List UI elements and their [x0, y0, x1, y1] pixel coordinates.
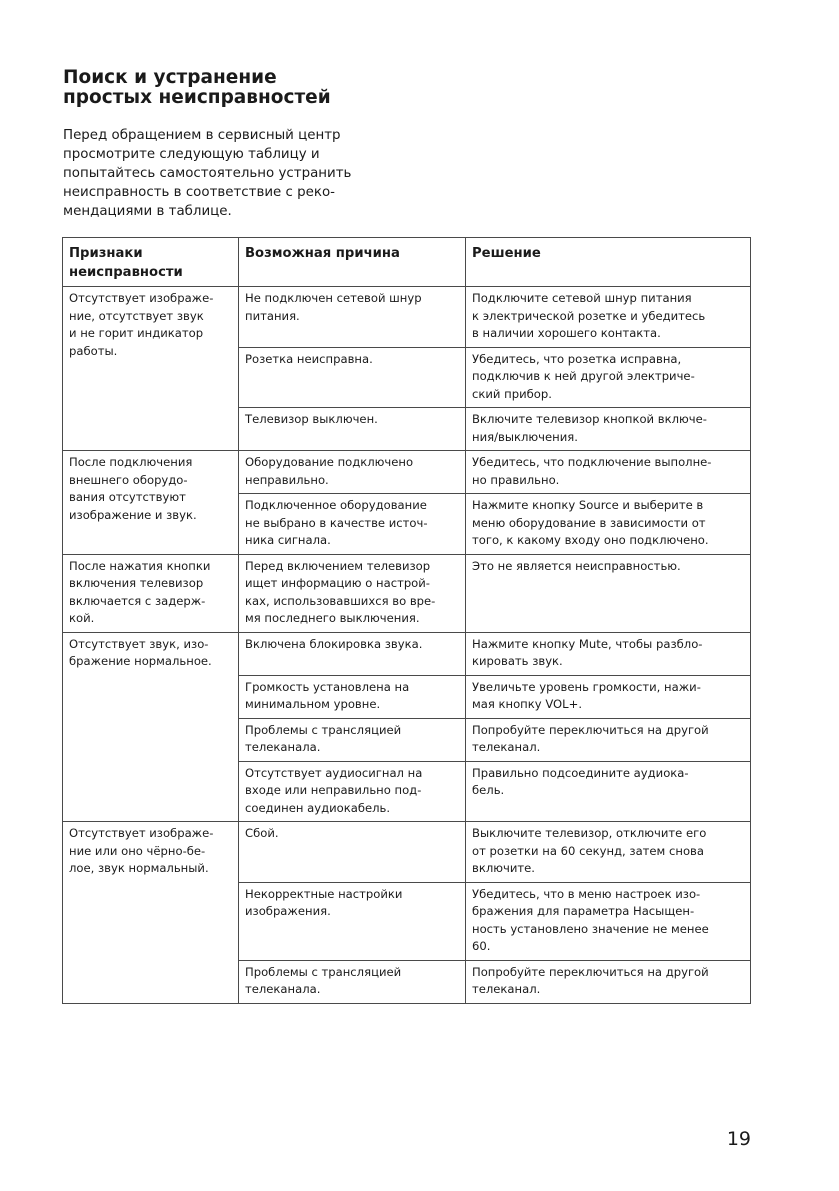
header-symptoms: Признаки неисправности	[63, 238, 239, 287]
page-title: Поиск и устранение простых неисправностей	[63, 67, 331, 108]
cause-cell: Перед включением телевизор ищет информацию о настрой- ках, использовавшихся во вре- мя последнего выключения.	[239, 554, 466, 632]
solution-cell: Убедитесь, что подключение выполне- но правильно.	[466, 451, 751, 494]
solution-cell: Включите телевизор кнопкой включе- ния/выключения.	[466, 408, 751, 451]
cause-cell: Некорректные настройки изображения.	[239, 882, 466, 960]
cause-cell: Розетка неисправна.	[239, 347, 466, 408]
table-row	[63, 451, 751, 494]
solution-cell: Нажмите кнопку Mute, чтобы разбло- кировать звук.	[466, 632, 751, 675]
table-row	[63, 287, 751, 348]
symptom-cell: Отсутствует изображе- ние, отсутствует звук и не горит индикатор работы.	[63, 287, 239, 451]
solution-cell: Выключите телевизор, отключите его от розетки на 60 секунд, затем снова включите.	[466, 822, 751, 883]
table-row	[63, 632, 751, 675]
solution-cell: Убедитесь, что в меню настроек изо- бражения для параметра Насыщен- ность установлено значение не менее 60.	[466, 882, 751, 960]
solution-cell: Подключите сетевой шнур питания к электрической розетке и убедитесь в наличии хорошего контакта.	[466, 287, 751, 348]
cause-cell: Громкость установлена на минимальном уровне.	[239, 675, 466, 718]
cause-cell: Сбой.	[239, 822, 466, 883]
solution-cell: Попробуйте переключиться на другой телеканал.	[466, 718, 751, 761]
solution-cell: Нажмите кнопку Source и выберите в меню оборудование в зависимости от того, к какому входу оно подключено.	[466, 494, 751, 555]
cause-cell: Проблемы с трансляцией телеканала.	[239, 960, 466, 1003]
solution-cell: Попробуйте переключиться на другой телеканал.	[466, 960, 751, 1003]
cause-cell: Подключенное оборудование не выбрано в качестве источ- ника сигнала.	[239, 494, 466, 555]
cause-cell: Не подключен сетевой шнур питания.	[239, 287, 466, 348]
table-header-row	[63, 238, 751, 287]
cause-cell: Телевизор выключен.	[239, 408, 466, 451]
solution-cell: Убедитесь, что розетка исправна, подключив к ней другой электриче- ский прибор.	[466, 347, 751, 408]
cause-cell: Проблемы с трансляцией телеканала.	[239, 718, 466, 761]
table-row	[63, 554, 751, 632]
symptom-cell: Отсутствует звук, изо- бражение нормальное.	[63, 632, 239, 822]
solution-cell: Правильно подсоедините аудиока- бель.	[466, 761, 751, 822]
intro-paragraph: Перед обращением в сервисный центр просмотрите следующую таблицу и попытайтесь самостоятельно устранить неисправность в соответствие с реко- мендациями в таблице.	[63, 128, 352, 219]
table-row	[63, 822, 751, 883]
solution-cell: Это не является неисправностью.	[466, 554, 751, 632]
page-number: 19	[726, 1128, 751, 1150]
symptom-cell: После подключения внешнего оборудо- вания отсутствуют изображение и звук.	[63, 451, 239, 555]
header-cause: Возможная причина	[239, 238, 466, 287]
symptom-cell: После нажатия кнопки включения телевизор включается с задерж- кой.	[63, 554, 239, 632]
header-solution: Решение	[466, 238, 751, 287]
cause-cell: Отсутствует аудиосигнал на входе или неправильно под- соединен аудиокабель.	[239, 761, 466, 822]
solution-cell: Увеличьте уровень громкости, нажи- мая кнопку VOL+.	[466, 675, 751, 718]
cause-cell: Включена блокировка звука.	[239, 632, 466, 675]
symptom-cell: Отсутствует изображе- ние или оно чёрно-бе- лое, звук нормальный.	[63, 822, 239, 1004]
cause-cell: Оборудование подключено неправильно.	[239, 451, 466, 494]
troubleshooting-table	[62, 237, 751, 1004]
